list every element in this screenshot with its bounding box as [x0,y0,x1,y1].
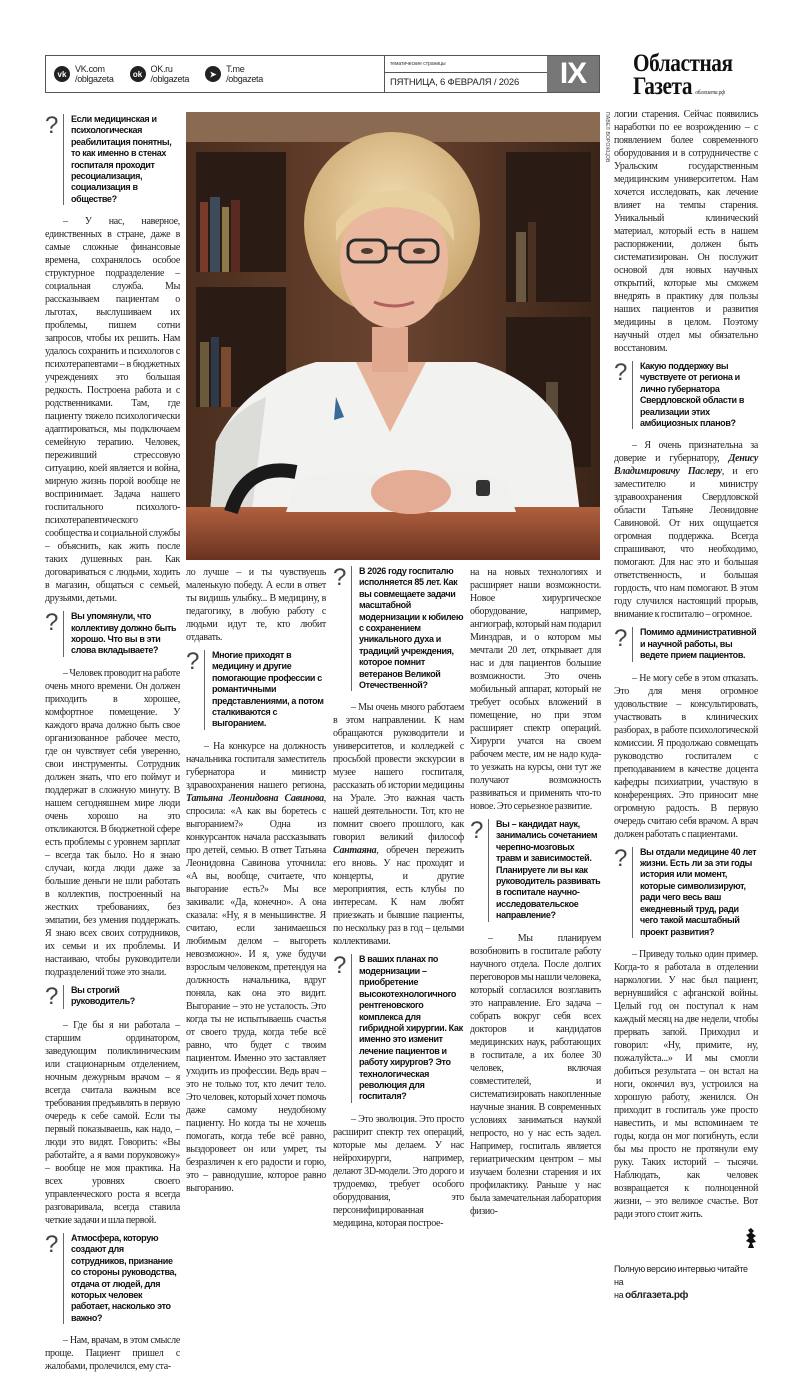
person-name: Татьяна Леонидовна Савинова [186,792,324,804]
question-text: Какую поддержку вы чувствуете от региона и лично губернатора Свердловской области в реализации этих амбициозных планов? [632,361,758,429]
question [470,819,601,922]
social-links [46,56,384,92]
social-link-vk[interactable] [54,64,114,84]
social-name: VK.com [75,64,105,74]
question-text: Вы – кандидат наук, занимались сочетанием черепно-мозговых травм и зависимостей. Планируете ли вы как руководитель развивать в госпитале научно-исследовательское направление? [488,819,601,922]
footer-text: Полную версию интервью читайте на [614,1263,748,1287]
question-mark-icon [614,361,632,429]
vk-icon: vk [54,66,70,82]
photo-credit: ПАВЕЛ ВОРОЖЦОВ [604,112,610,163]
issue-date: ПЯТНИЦА, 6 ФЕВРАЛЯ / 2026 [390,77,520,88]
answer-paragraph: на на новых технологиях и расширяет наши возможности. Новое хирургическое оборудование, например, ангиограф, который нам подарил Минздрав, и о котором мы мечтали 20 лет, открывает для нас и для пациентов большие возможности. Это очень мобильный аппарат, который не требует особых вложений в помещение, но при этом расширяет спектр операций. Хирурги учатся на своем рабочем месте, им не надо куда-то уезжать на курсы, они тут же получают возможность развиваться и применять что-то новое. Это серьезное развитие. [470,567,601,812]
question-mark-icon [45,985,63,1009]
answer-paragraph: – Приведу только один пример. Когда-то я работала в отделении наркологии. У нас был пациент, вернувшийся с афганской войны. Целый год он поступал к нам каждый месяц на две недели, чтобы прервать запой. Приходил и говорил: «Ну, примите, ну, пожалуйста...» И мы смогли добиться результата – он встал на ноги, окончил вуз, устроился на хорошую работу, женился. Он приходит в госпиталь уже просто навестить, и мы вспоминаем те годы, когда он мог погибнуть, если бы мы просто не протянули ему руку. Таких историй – тысячи. Наблюдать, как человек возвращается к полноценной жизни, – это великое счастье. Вот ради этого стоит жить. [614,948,758,1220]
question-mark-icon [45,114,63,205]
telegram-icon: ➤ [205,66,221,82]
answer-paragraph: – Нам, врачам, в этом смысле проще. Пациент пришел с жалобами, пролечился, ему ста- [45,1335,180,1373]
question-text: Многие приходят в медицину и другие помогающие профессии с романтичными представлениями, а потом сталкиваются с выгоранием. [204,650,326,730]
question [45,114,180,205]
footer-note [614,1263,758,1302]
question-text: Атмосфера, которую создают для сотрудников, признание со стороны руководства, отдача от людей, для которых человек работает, насколько это важно? [63,1233,180,1324]
answer-paragraph: ло лучше – и ты чувствуешь маленькую победу. А если в ответ ты видишь улыбку... В медицину, в педагогику, в любую работу с людьми идут те, кто любит отдавать. [186,567,326,643]
question-text: Помимо административной и научной работы, вы ведете прием пациентов. [632,627,758,661]
question-mark-icon [614,627,632,661]
question-text: Вы строгий руководитель? [63,985,180,1009]
page-number: IX [547,56,599,92]
end-of-article-icon [614,1227,758,1253]
portrait-photo [186,112,600,560]
question [333,954,464,1102]
social-handle: /obgazeta [226,74,263,84]
question [45,611,180,657]
answer-paragraph: – Человек проводит на работе очень много времени. Он должен приходить в хорошее, комфортное помещение. У каждого врача должно быть свое организованное рабочее место, где он чувствует себя уверенно, свои инструменты. Сотрудник должен знать, что его поймут и поддержат в сложную минуту. В нашем сегодняшнем мире люди очень хорошо на это откликаются. В бюджетной сфере есть проблемы с уровнем зарплат – всегда так было. Но я знаю случаи, когда люди даже за большие деньги не шли работать в коллектив, построенный на жестких требованиях, без эмпатии, без умения поддержать. Я знаю всех своих сотрудников, их семьи и их проблемы. И настаиваю, чтобы руководители подразделений тоже это знали. [45,667,181,978]
social-handle: /oblgazeta [150,74,190,84]
person-name: Денису Владимировичу Паслеру [614,453,758,478]
social-link-ok[interactable] [130,64,190,84]
answer-paragraph: – На конкурсе на должность начальника госпиталя заместитель губернатора и министр здравоохранения нашего региона, Татьяна Леонидовна Савинова, спросила: «А как вы боретесь с выгоранием?» Одна из конкурсанток начала рассказывать про детей, семью. В ответ Татьяна Леонидовна Савинова уточнила: «А вы, вообще, считаете, что выгорание есть?» Мы все закивали: «Да, конечно». А она сказала: «Ну, я в меньшинстве. Я считаю, если занимаешься любимым делом – выгореть невозможно». И я, уже будучи взрослым человеком, претендуя на должность начальника, вдруг поняла, как она это видит. Выгорание – это не усталость. Это когда ты не испытываешь счастья от своего труда, когда тебе всё равно, что будет с твоим пациентом. Именно это заставляет уходить из профессии. Ведь врач – это не только тот, кто лечит тело. Это человек, который хочет помочь даже самому неудобному пациенту. Но когда ты не хочешь помогать, когда тебе всё равно, выздоровеет он или умрет, ты безразличен к его радости и горю, это – равнодушие, которое равно выгоранию. [186,740,326,1194]
answer-paragraph: – Мы очень много работаем в этом направлении. К нам обращаются руководители и университетов, и колледжей с просьбой провести экскурсии в музее нашего госпиталя, рассказать об истории медицины на Урале. Это важная часть нашей деятельности. Тот, кто не помнит своего прошлого, как говорил великий философ Сантаяна, обречен пережить его вновь. У нас проходят и концерты, и другие мероприятия, есть клубы по интересам. К нам любят приезжать и бывшие пациенты, по нескольку раз в год – целыми коллективами. [333,702,464,948]
newspaper-logo[interactable] [633,52,739,98]
question-mark-icon [614,847,632,938]
social-link-telegram[interactable] [205,64,263,84]
answer-paragraph: – Мы планируем возобновить в госпитале работу научного отдела. После долгих переговоров мы нашли человека, который согласился возглавить это направление. Его задача – собрать вокруг себя всех докторов и кандидатов медицинских наук, работающих в госпитале, а их более 30 человек, включая совместителей, и систематизировать накопленные научные знания. В современных условиях заниматься наукой непросто, но у нас есть задел. Например, госпиталь является гериатрическим центром – мы изучаем болезни старения и их профилактику. Раньше у нас была замечательная лаборатория физио- [470,932,601,1217]
section-label: тематические страницы [385,56,547,73]
question [45,985,180,1009]
answer-paragraph: логии старения. Сейчас появились наработки по ее возрождению – с появлением более современного оборудования и в сотрудничестве с Уральским государственным медицинским университетом. Нам хочется исследовать, как лечение влияет на темпы старения. Уникальный клинический материал, который есть в нашем распоряжении, должен быть систематизирован. Он послужит основой для новых научных открытий, которые мы сможем внедрять в практику для пользы наших пациентов и развития медицины в целом. Поэтому научный отдел мы обязательно восстановим. [614,109,758,354]
question [45,1233,180,1324]
social-handle: /oblgazeta [75,74,114,84]
answer-paragraph: – Я очень признательна за доверие и губернатору, Денису Владимировичу Паслеру, и его заместителю и министру здравоохранения Свердловской области Татьяне Леонидовне Савиновой. От них ощущается огромная поддержка. Всегда спрашивают, что необходимо, помогают. Для нас это и большая ответственность, и большая гордость, что нам помогают. В этом году случился настоящий прорыв, внимание к госпиталю – огромное. [614,440,759,621]
person-name: Сантаяна [333,845,377,857]
question [614,361,758,429]
question-mark-icon [45,611,63,657]
question-text: Вы отдали медицине 40 лет жизни. Есть ли за эти годы история или момент, которые символизируют, ради чего весь ваш ежедневный труд, ради чего такой масштабный проект развития? [632,847,758,938]
question-text: Вы упомянули, что коллективу должно быть хорошо. Что вы в эти слова вкладываете? [63,611,180,657]
logo-line1: Областная [633,50,733,77]
answer-paragraph: – У нас, наверное, единственных в стране, даже в самые сложные финансовые времена, сохранялось особое структурное подразделение – социальная служба. Мы рассказываем пациентам о льготах, выслушиваем их проблемы, пишем сотни запросов, чтобы их решить. Нам удалось сохранить и психологов с психотерапевтами – в бюджетных учреждениях это большая редкость. Построена работа и с родственниками. Там, где пациенту тяжело психологически адаптироваться, мы подключаем семейную терапию. Человек, переживший стрессовую ситуацию, коей является и война, мирную жизнь порой вообще не воспринимает. Задача нашего госпитального психолого-психотерапевтического сообщества и социальной службы – объяснить, как жить после таких душевных ран. Как договариваться с людьми, ходить в магазин, общаться с семьей, друзьями, детьми. [45,216,180,605]
question-mark-icon [470,819,488,922]
social-name: OK.ru [150,64,173,74]
question [333,566,464,691]
portrait-image [186,112,600,560]
article-column-2 [186,566,326,1195]
article-column-3 [333,560,464,1230]
article-column-1 [45,108,180,1373]
logo-line2: Газета [633,73,693,100]
footer-site-link[interactable]: облгазета.рф [625,1289,689,1301]
question [614,847,758,938]
page-header [45,55,600,93]
answer-paragraph: – Где бы я ни работала – старшим ординатором, заведующим поликлиническим или стационарным отделением, ночным дежурным врачом – я всегда считала важным все требования предъявлять в первую очередь к себе самой. Если ты первый показываешь, как надо, – люди это видят. Говорить: «Вы работайте, а я вами поруковожу» – вообще не моя практика. На всех уровнях своего управленческого роста я всегда разговаривала, всегда ставила четкие задачи и шла первой. [45,1019,180,1226]
question-mark-icon [333,954,351,1102]
question-text: Если медицинская и психологическая реабилитация понятны, то как именно в стенах госпиталя проходит ресоциализация, социализация в обществе? [63,114,180,205]
question-mark-icon [45,1233,63,1324]
logo-site: облгазета.рф [695,90,726,96]
answer-paragraph: – Это эволюция. Это просто расширит спектр тех операций, которые мы делаем. У нас нейрохирурги, например, делают 3D-модели. Это дорого и трудоемко, требует особого оборудования, это персонифицированная медицина, которая построе- [333,1113,464,1229]
question-text: В ваших планах по модернизации – приобретение высокотехнологичного рентгеновского комплекса для гибридной хирургии. Как именно это изменит лечение пациентов и работу хирургов? Это технологическая революция для госпиталя? [351,954,464,1102]
social-name: T.me [226,64,245,74]
question [614,627,758,661]
article-column-5 [614,108,758,1302]
ok-icon: ok [130,66,146,82]
question-mark-icon [333,566,351,691]
question [186,650,326,730]
article-column-4 [470,566,601,1218]
question-text: В 2026 году госпиталю исполняется 85 лет. Как вы совмещаете задачи масштабной модернизации к юбилею с сохранением уникального духа и традиций учреждения, которое помнит ветеранов Великой Отечественной? [351,566,464,691]
question-mark-icon [186,650,204,730]
footer-prefix: на [614,1289,626,1300]
answer-paragraph: – Не могу себе в этом отказать. Это для меня огромное удовольствие – консультировать, участвовать в клинических разборах, в работе психологической комиссии. Я продолжаю совмещать руководство госпиталем с преподаванием в качестве доцента кафедры психиатрии, участвую в конференциях. Это приносит мне огромную радость. В первую очередь считаю себя врачом. А врач должен работать с пациентами. [614,672,758,840]
